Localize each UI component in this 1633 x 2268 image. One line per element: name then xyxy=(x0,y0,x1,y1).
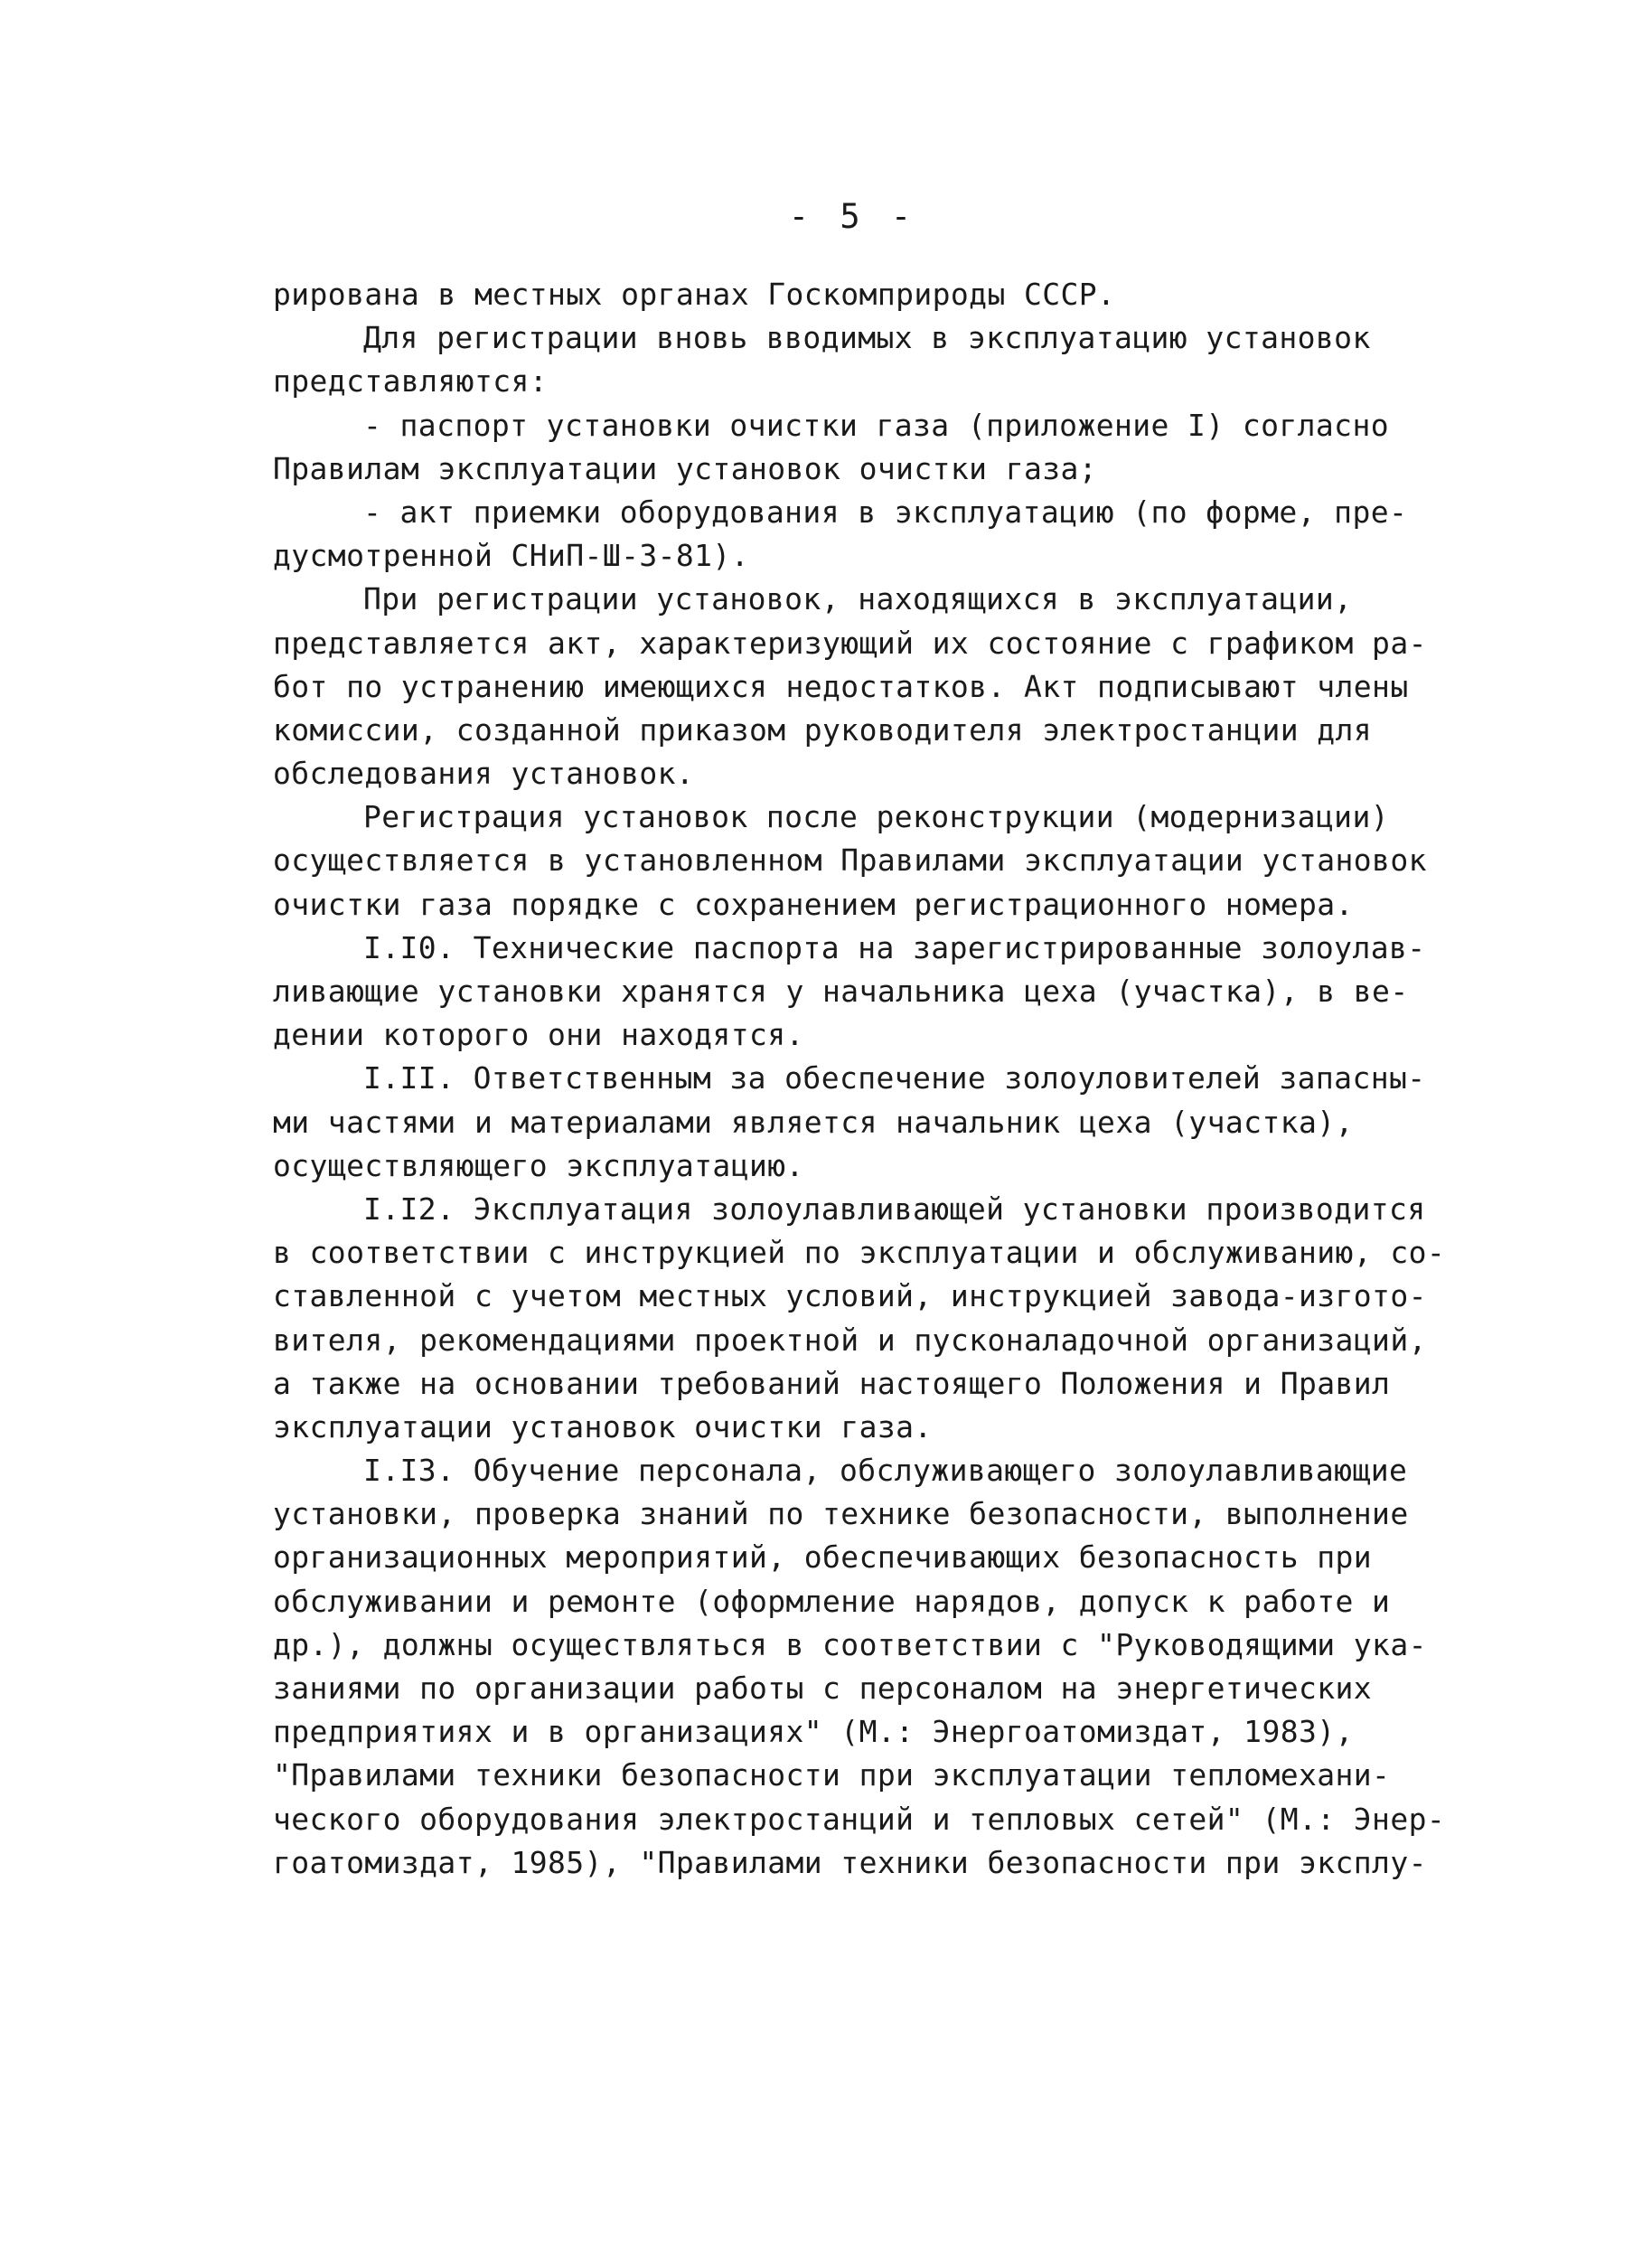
text-line: I.I3. Обучение персонала, обслуживающего золоулавливающие xyxy=(363,1453,1408,1489)
text-line: вителя, рекомендациями проектной и пусконаладочной организаций, xyxy=(273,1322,1427,1358)
text-line: бот по устранению имеющихся недостатков. Акт подписывают члены xyxy=(273,668,1409,704)
text-line: ставленной с учетом местных условий, инструкцией завода-изгото- xyxy=(273,1278,1427,1314)
text-line: осуществляется в установленном Правилами эксплуатации установок xyxy=(273,842,1427,879)
text-line: заниями по организации работы с персоналом на энергетических xyxy=(273,1670,1373,1706)
text-line: Регистрация установок после реконструкции (модернизации) xyxy=(363,799,1389,835)
body-text xyxy=(273,273,1446,1885)
text-line: обслуживании и ремонте (оформление нарядов, допуск к работе и xyxy=(273,1583,1391,1619)
text-line: а также на основании требований настоящего Положения и Правил xyxy=(273,1365,1391,1401)
text-line: ми частями и материалами является начальник цеха (участка), xyxy=(273,1104,1354,1140)
text-line: I.II. Ответственным за обеспечение золоуловителей запасны- xyxy=(363,1060,1426,1096)
text-line: эксплуатации установок очистки газа. xyxy=(273,1408,933,1445)
text-line: осуществляющего эксплуатацию. xyxy=(273,1147,804,1183)
text-line: I.I0. Технические паспорта на зарегистрированные золоулав- xyxy=(363,929,1426,965)
text-line: дении которого они находятся. xyxy=(273,1017,804,1053)
text-line: представляются: xyxy=(273,363,549,400)
text-line: установки, проверка знаний по технике безопасности, выполнение xyxy=(273,1496,1409,1532)
text-line: ливающие установки хранятся у начальника цеха (участка), в ве- xyxy=(273,974,1409,1009)
text-line: - акт приемки оборудования в эксплуатацию (по форме, пре- xyxy=(363,494,1408,530)
text-line: I.I2. Эксплуатация золоулавливающей установки производится xyxy=(363,1190,1426,1227)
text-line: дусмотренной СНиП-Ш-3-81). xyxy=(273,538,749,574)
text-line: комиссии, созданной приказом руководителя электростанции для xyxy=(273,711,1373,748)
text-line: ческого оборудования электростанций и тепловых сетей" (М.: Энер- xyxy=(273,1801,1446,1837)
text-line: обследования установок. xyxy=(273,756,695,792)
text-line: рирована в местных органах Госкомприроды СССР. xyxy=(273,277,1116,312)
text-line: "Правилами техники безопасности при эксплуатации тепломехани- xyxy=(273,1757,1391,1793)
text-line: представляется акт, характеризующий их состояние с графиком ра- xyxy=(273,625,1427,661)
text-line: При регистрации установок, находящихся в эксплуатации, xyxy=(363,581,1353,617)
text-line: в соответствии с инструкцией по эксплуатации и обслуживанию, со- xyxy=(273,1235,1446,1271)
text-line: гоатомиздат, 1985), "Правилами техники безопасности при эксплу- xyxy=(273,1844,1427,1880)
text-line: Для регистрации вновь вводимых в эксплуатацию установок xyxy=(363,320,1371,356)
text-line: др.), должны осуществляться в соответствии с "Руководящими ука- xyxy=(273,1626,1427,1662)
text-line: Правилам эксплуатации установок очистки газа; xyxy=(273,450,1098,486)
text-line: - паспорт установки очистки газа (приложение I) согласно xyxy=(363,407,1389,443)
text-line: организационных мероприятий, обеспечивающих безопасность при xyxy=(273,1539,1373,1576)
text-line: предприятиях и в организациях" (М.: Энергоатомиздат, 1983), xyxy=(273,1714,1354,1750)
page-number: - 5 - xyxy=(788,197,917,236)
text-line: очистки газа порядке с сохранением регистрационного номера. xyxy=(273,886,1354,922)
